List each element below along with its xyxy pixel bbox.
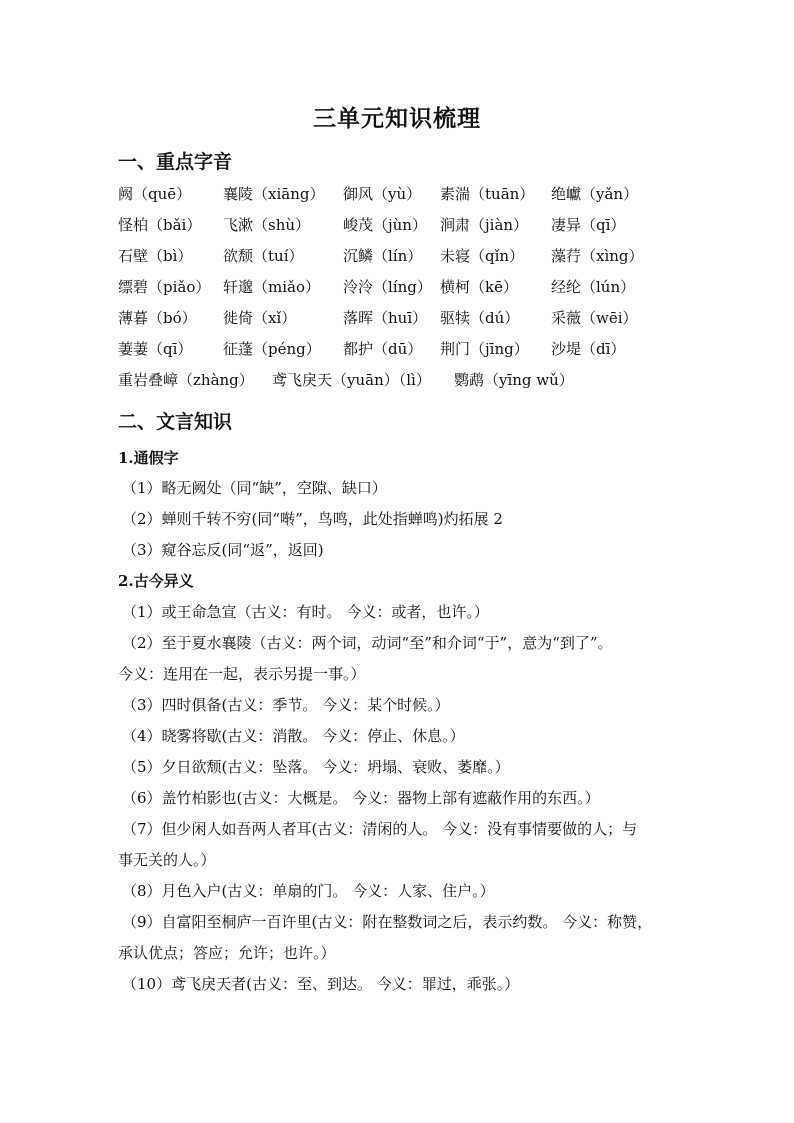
- pronunciation-item: 怪柏（bǎi）: [118, 216, 202, 234]
- pronunciation-item: 鹦鹉（yīng wǔ）: [454, 371, 574, 389]
- pronunciation-item: 石壁（bì）: [118, 247, 193, 265]
- section-heading-classical-chinese: 二、文言知识: [118, 411, 233, 433]
- gujinyiyi-line: （10）鸢飞戾天者(古义：至、到达。 今义：罪过，乖张。）: [122, 975, 520, 993]
- gujinyiyi-line: （1）或王命急宣（古义：有时。 今义：或者，也许。）: [122, 603, 489, 621]
- tongjiazi-item: （2）蝉则千转不穷(同“啭”，鸟鸣，此处指蝉鸣)灼拓展 2: [122, 510, 503, 528]
- gujinyiyi-line: （6）盖竹柏影也(古义：大概是。 今义：器物上部有遮蔽作用的东西。）: [122, 789, 600, 807]
- tongjiazi-item: （3）窥谷忘反(同“返”，返回): [122, 541, 324, 559]
- pronunciation-item: 凄异（qī）: [551, 216, 626, 234]
- pronunciation-item: 荆门（jīng）: [440, 340, 529, 358]
- pronunciation-item: 采薇（wēi）: [551, 309, 638, 327]
- gujinyiyi-line: （5）夕日欲颓(古义：坠落。 今义：坍塌、衰败、萎靡。）: [122, 758, 510, 776]
- pronunciation-item: 重岩叠嶂（zhàng）: [118, 371, 254, 389]
- section-heading-pronunciation: 一、重点字音: [118, 151, 233, 173]
- gujinyiyi-line: （7）但少闲人如吾两人者耳(古义：清闲的人。 今义：没有事情要做的人；与: [122, 820, 638, 838]
- pronunciation-item: 飞漱（shù）: [223, 216, 311, 234]
- pronunciation-grid: [118, 183, 678, 400]
- pronunciation-row: [118, 276, 678, 307]
- pronunciation-item: 轩邈（miǎo）: [223, 278, 320, 296]
- pronunciation-item: 未寝（qǐn）: [440, 247, 525, 265]
- pronunciation-item: 经纶（lún）: [551, 278, 636, 296]
- pronunciation-row: [118, 183, 678, 214]
- gujinyiyi-line: 今义：连用在一起，表示另提一事。）: [118, 665, 366, 683]
- tongjiazi-item: （1）略无阙处（同“缺”，空隙、缺口）: [122, 479, 387, 497]
- subsection-heading-tongjiazi: 1.通假字: [118, 449, 179, 467]
- pronunciation-item: 绝巘（yǎn）: [551, 185, 639, 203]
- pronunciation-item: 徙倚（xǐ）: [223, 309, 297, 327]
- pronunciation-item: 素湍（tuān）: [440, 185, 535, 203]
- pronunciation-item: 御风（yù）: [343, 185, 422, 203]
- page-title: 三单元知识梳理: [313, 105, 481, 132]
- gujinyiyi-line: （4）晓雾将歇(古义：消散。 今义：停止、休息。）: [122, 727, 465, 745]
- subsection-heading-gujinyiyi: 2.古今异义: [118, 572, 194, 590]
- pronunciation-item: 峻茂（jùn）: [343, 216, 427, 234]
- gujinyiyi-line: （8）月色入户(古义：单扇的门。 今义：人家、住户。）: [122, 882, 495, 900]
- pronunciation-item: 驱犊（dú）: [440, 309, 520, 327]
- pronunciation-item: 襄陵（xiāng）: [223, 185, 325, 203]
- pronunciation-item: 薄暮（bó）: [118, 309, 197, 327]
- pronunciation-item: 萋萋（qī）: [118, 340, 193, 358]
- pronunciation-item: 征蓬（péng）: [223, 340, 321, 358]
- pronunciation-item: 欲颓（tuí）: [223, 247, 304, 265]
- pronunciation-item: 泠泠（líng）: [343, 278, 432, 296]
- gujinyiyi-line: （3）四时俱备(古义：季节。 今义：某个时候。）: [122, 696, 450, 714]
- pronunciation-item: 落晖（huī）: [343, 309, 428, 327]
- pronunciation-row: [118, 214, 678, 245]
- pronunciation-item: 阙（quē）: [118, 185, 192, 203]
- pronunciation-row: [118, 369, 678, 400]
- pronunciation-item: 缥碧（piǎo）: [118, 278, 211, 296]
- gujinyiyi-line: （9）自富阳至桐庐一百许里(古义：附在整数词之后，表示约数。 今义：称赞，: [122, 913, 653, 931]
- pronunciation-item: 藻荇（xìng）: [551, 247, 644, 265]
- pronunciation-item: 鸢飞戾天（yuān）（lì）: [272, 371, 431, 389]
- pronunciation-item: 都护（dū）: [343, 340, 423, 358]
- pronunciation-row: [118, 307, 678, 338]
- pronunciation-row: [118, 245, 678, 276]
- gujinyiyi-line: （2）至于夏水襄陵（古义：两个词，动词“至”和介词“于”，意为“到了”。: [122, 634, 613, 652]
- gujinyiyi-line: 事无关的人。）: [118, 851, 216, 869]
- pronunciation-item: 横柯（kē）: [440, 278, 518, 296]
- gujinyiyi-line: 承认优点；答应；允许；也许。）: [118, 944, 336, 962]
- pronunciation-item: 沙堤（dī）: [551, 340, 626, 358]
- pronunciation-item: 涧肃（jiàn）: [440, 216, 529, 234]
- pronunciation-row: [118, 338, 678, 369]
- pronunciation-item: 沉鳞（lín）: [343, 247, 423, 265]
